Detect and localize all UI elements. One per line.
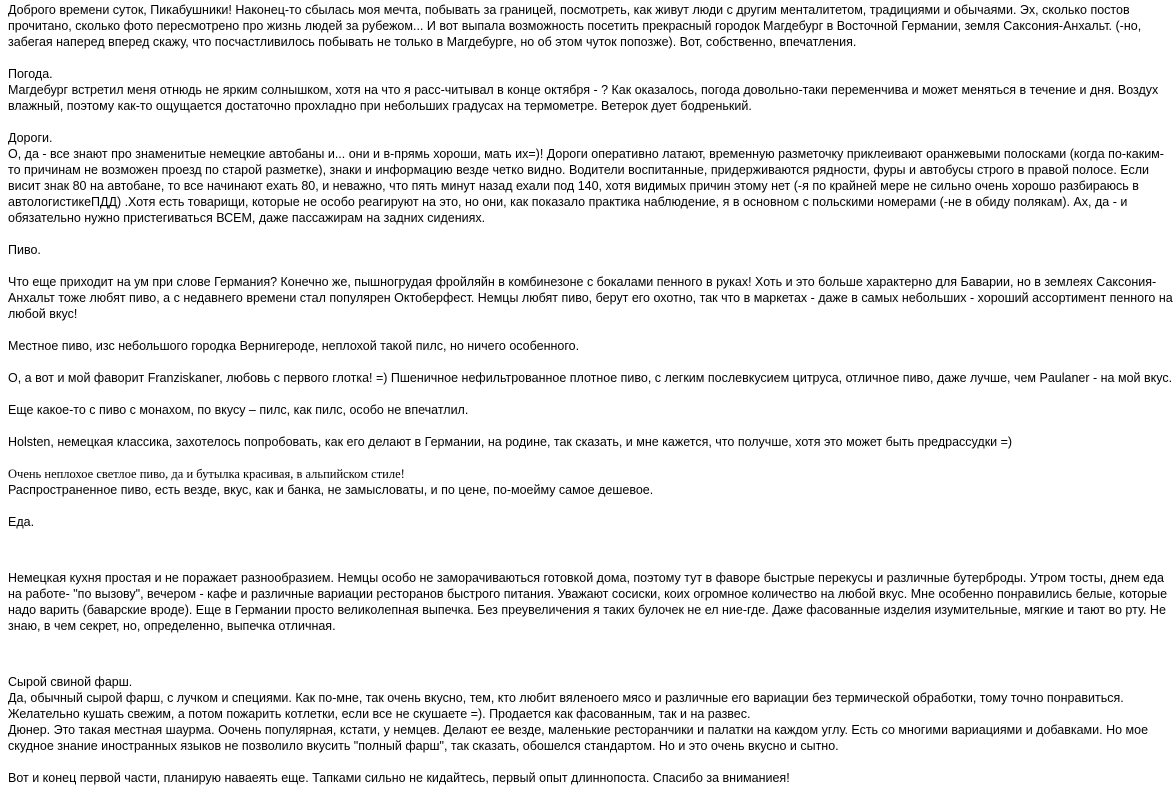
beer-paragraph: Что еще приходит на ум при слове Германия? Конечно же, пышногрудая фройляйн в комбинезоне с бокалами пенного в руках! Хоть и это больше характерно для Баварии, но в землеях Саксония-Анхальт тоже любят пиво, а с недавнего времени стал популярен Октоберфест. Немцы любят пиво, берут его охотно, так что в маркетах - даже в самых небольших - хороший ассортимент пенного на любой вкус! [8, 275, 1173, 321]
beer-holsten-paragraph: Holsten, немецкая классика, захотелось попробовать, как его делают в Германии, на родине, так сказать, и мне кажется, что получше, хотя это может быть предрассудки =) [8, 435, 1013, 449]
food-paragraph: Немецкая кухня простая и не поражает разнообразием. Немцы особо не заморачиваються готовкой дома, поэтому тут в фаворе быстрые перекусы и различные бутерброды. Утром тосты, днем еда на работе- "по вызову", вечером - кафе и различные вариации ресторанов быстрого питания. Уважают сосиски, коих огромное количество на любой вкус. Мне особенно понравились белые, которые надо варить (баварские вроде). Еще в Германии просто великолепная выпечка. Без преувеличения я таких булочек не ел ние-где. Даже фасованные изделия изумительные, мягкие и тают во рту. Не знаю, в чем секрет, но, определенно, выпечка отличная. [8, 571, 1168, 633]
beer-favorite-paragraph: О, а вот и мой фаворит Franziskaner, любовь с первого глотка! =) Пшеничное нефильтрованное плотное пиво, с легким послевкусием цитруса, отличное пиво, даже лучше, чем Paulaner - на мой вкус. [8, 371, 1173, 385]
beer-common-paragraph: Распространенное пиво, есть везде, вкус, как и банка, не замысловаты, и по цене, по-моейму самое дешевое. [8, 483, 654, 497]
food-heading: Еда. [8, 515, 35, 529]
weather-heading: Погода. [8, 67, 53, 81]
doener-paragraph: Дюнер. Это такая местная шаурма. Оочень популярная, кстати, у немцев. Делают ее везде, маленькие ресторанчики и палатки на каждом углу. Есть со многими вариациями и добавками. Но мое скудное знание иностранных языков не позволило вкусить "полный фарш", так сказать, обошелся стандартом. Но и это очень вкусно и сытно. [8, 723, 1149, 753]
roads-heading: Дороги. [8, 131, 53, 145]
intro-paragraph: Доброго времени суток, Пикабушники! Наконец-то сбылась моя мечта, побывать за границей, посмотреть, как живут люди с другим менталитетом, традициями и обычаями. Эх, сколько постов прочитано, сколько фото пересмотрено про жизнь людей за рубежом... И вот выпала возможность посетить прекрасный городок Магдебург в Восточной Германии, земля Саксония-Анхальт. (-но, забегая наперед вперед скажу, что посчастливилось побывать не только в Магдебурге, но об этом чуток попозже). Вот, собственно, впечатления. [8, 3, 1142, 49]
beer-monk-paragraph: Еще какое-то с пиво с монахом, по вкусу – пилс, как пилс, особо не впечатлил. [8, 403, 469, 417]
beer-local-paragraph: Местное пиво, изс небольшого городка Вернигероде, неплохой такой пилс, но ничего особенного. [8, 339, 580, 353]
roads-paragraph: О, да - все знают про знаменитые немецкие автобаны и... они и в-прямь хороши, мать их=)! Дороги оперативно латают, временную разметочку приклеивают оранжевыми полосками (когда по-каким-то причинам не возможен проезд по старой разметке), знаки и информацию везде четко видно. Водители воспитанные, придерживаются рядности, фуры и автобусы строго в правой полосе. Если висит знак 80 на автобане, то все начинают ехать 80, и неважно, что пять минут назад ехали под 140, хотя видимых причин этому нет (-я по крайней мере не сильно очень хорошо разбираюсь в автологистикеПДД) .Хотя есть товарищи, которые не особо реагируют на это, но они, как показало практика наблюдение, я в основном с польскими номерами (-не в обиду полякам). Ах, да - и обязательно нужно пристегиваться ВСЕМ, даже пассажирам на задних сидениях. [8, 147, 1164, 225]
mince-paragraph: Да, обычный сырой фарш, с лучком и специями. Как по-мне, так очень вкусно, тем, кто любит вяленоего мясо и различные его вариации без термической обработки, тому точно понравиться. Желательно кушать свежим, а потом пожарить котлетки, если все не скушаете =). Продается как фасованным, так и на развес. [8, 691, 1124, 721]
weather-paragraph: Магдебург встретил меня отнюдь не ярким солнышком, хотя на что я расс-читывал в конце октября - ? Как оказалось, погода довольно-таки переменчива и может меняться в течение и дня. Воздух влажный, поэтому как-то ощущается достаточно прохладно при небольших градусах на термометре. Ветерок дует бодренький. [8, 83, 1159, 113]
ending-paragraph: Вот и конец первой части, планирую наваеять еще. Тапками сильно не кидайтесь, первый опыт длиннопоста. Спасибо за вниманиея! [8, 771, 790, 785]
beer-heading: Пиво. [8, 243, 41, 257]
mince-heading: Сырой свиной фарш. [8, 675, 133, 689]
beer-light-paragraph: Очень неплохое светлое пиво, да и бутылка красивая, в альпийском стиле! [8, 467, 405, 481]
